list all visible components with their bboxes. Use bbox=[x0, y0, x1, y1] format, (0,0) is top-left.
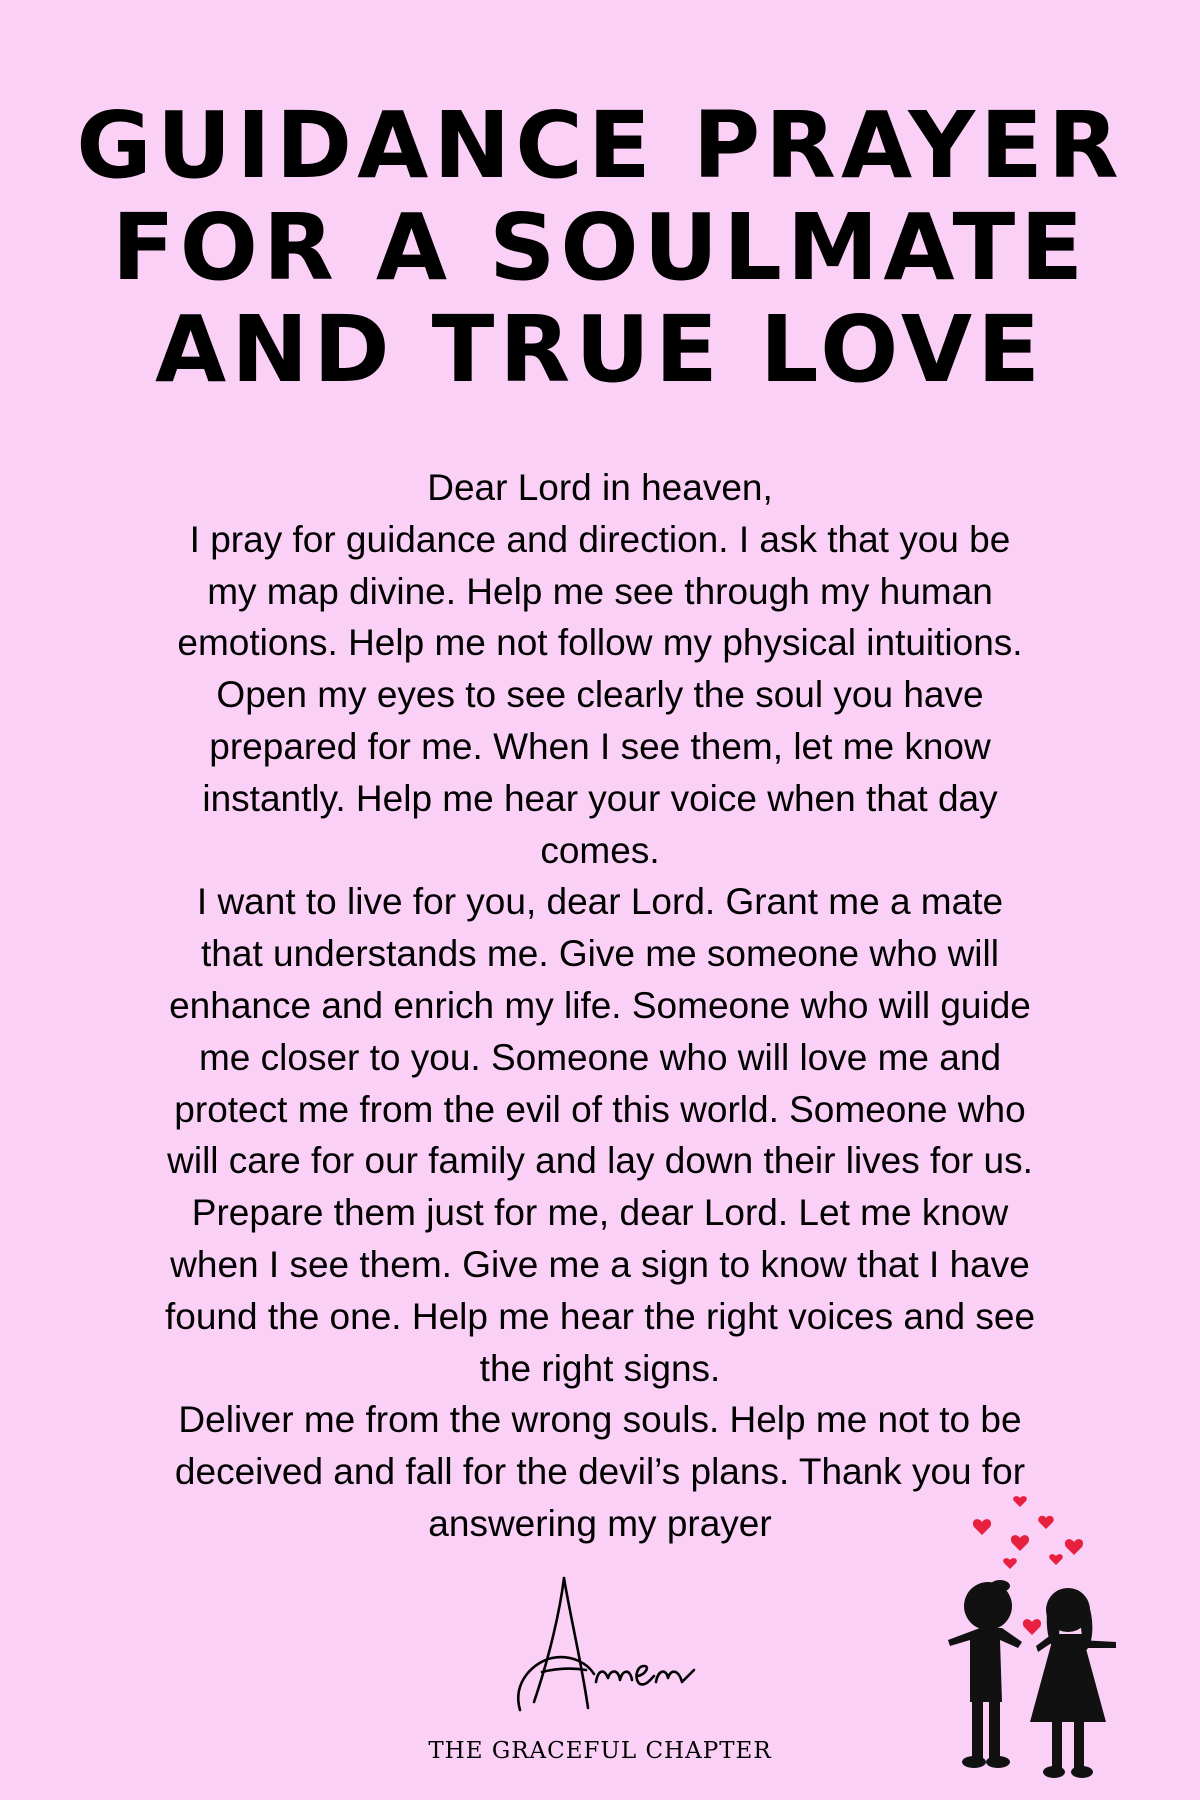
prayer-line: protect me from the evil of this world. Someone who bbox=[174, 1088, 1026, 1130]
prayer-line: the right signs. bbox=[479, 1347, 721, 1389]
prayer-line: emotions. Help me not follow my physical intuitions. bbox=[177, 622, 1023, 664]
brand-footer: THE GRACEFUL CHAPTER bbox=[428, 1738, 772, 1764]
title-line: GUIDANCE PRAYER bbox=[76, 92, 1124, 199]
prayer-line: prepared for me. When I see them, let me know bbox=[209, 725, 991, 767]
title-line: AND TRUE LOVE bbox=[155, 296, 1045, 403]
prayer-line: will care for our family and lay down their lives for us. bbox=[167, 1140, 1033, 1182]
prayer-line: that understands me. Give me someone who will bbox=[201, 933, 999, 975]
prayer-line: I want to live for you, dear Lord. Grant me a mate bbox=[196, 881, 1004, 923]
prayer-line: instantly. Help me hear your voice when that day bbox=[202, 777, 998, 819]
prayer-title bbox=[0, 92, 1200, 403]
prayer-line: Open my eyes to see clearly the soul you have bbox=[216, 674, 984, 716]
prayer-line: deceived and fall for the devil’s plans. Thank you for bbox=[174, 1451, 1026, 1493]
prayer-line: Deliver me from the wrong souls. Help me not to be bbox=[178, 1399, 1022, 1441]
prayer-line: my map divine. Help me see through my human bbox=[207, 570, 993, 612]
prayer-line: enhance and enrich my life. Someone who will guide bbox=[169, 984, 1031, 1026]
prayer-line: found the one. Help me hear the right voices and see bbox=[164, 1295, 1036, 1337]
prayer-line: me closer to you. Someone who will love me and bbox=[198, 1036, 1002, 1078]
prayer-line: Dear Lord in heaven, bbox=[427, 467, 773, 508]
prayer-body bbox=[80, 462, 1120, 1550]
prayer-line: answering my prayer bbox=[428, 1502, 772, 1544]
prayer-line: when I see them. Give me a sign to know that I have bbox=[170, 1243, 1030, 1285]
title-line: FOR A SOULMATE bbox=[111, 194, 1089, 301]
prayer-line: Prepare them just for me, dear Lord. Let me know bbox=[191, 1192, 1009, 1234]
kissing-couple-hearts-icon bbox=[940, 1490, 1140, 1790]
prayer-line: comes. bbox=[540, 829, 660, 871]
prayer-line: I pray for guidance and direction. I ask that you be bbox=[189, 518, 1011, 560]
amen-signature bbox=[490, 1570, 720, 1720]
